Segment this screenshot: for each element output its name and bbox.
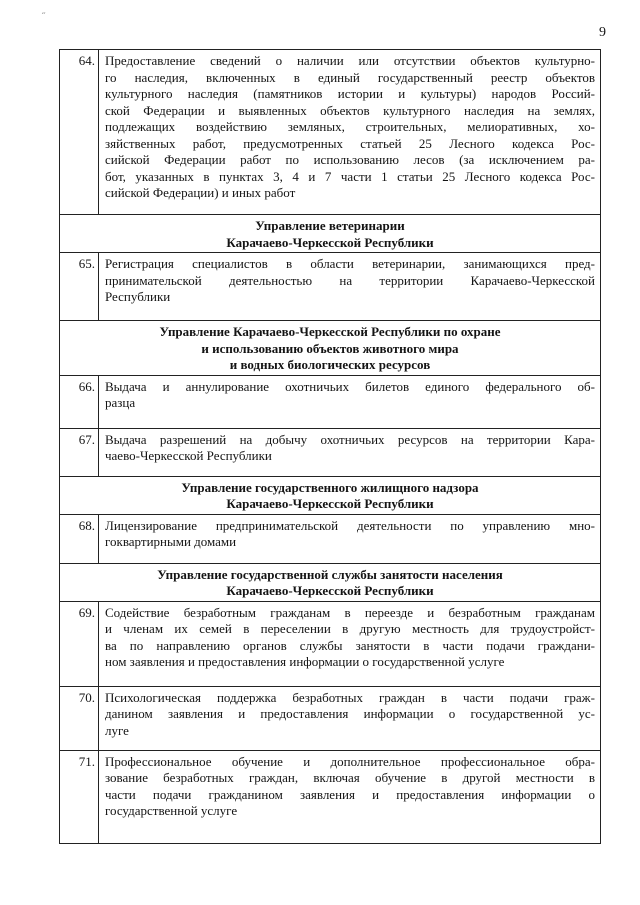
service-number: 68.	[60, 514, 99, 563]
service-row	[60, 375, 601, 428]
service-description-line: сийской Федерации) и иных работ	[105, 185, 296, 200]
section-header-row	[60, 563, 601, 601]
section-header-row	[60, 476, 601, 514]
section-header-line: и водных биологических ресурсов	[229, 357, 431, 372]
service-description	[99, 750, 601, 843]
service-description-line: зование безработных граждан, включая обучение в другой местности в	[105, 770, 595, 785]
section-header	[60, 476, 601, 514]
section-header-line: Карачаево-Черкесской Республики	[226, 234, 434, 250]
service-description	[99, 601, 601, 686]
service-description	[99, 514, 601, 563]
service-number: 67.	[60, 428, 99, 476]
service-row	[60, 428, 601, 476]
section-header-line: Карачаево-Черкесской Республики	[226, 496, 434, 511]
service-description	[99, 428, 601, 476]
section-header-line: Управление Карачаево-Черкесской Республики по охране	[159, 324, 501, 339]
services-table	[59, 49, 601, 844]
service-description-line: Профессиональное обучение и дополнительное профессиональное обра-	[105, 753, 595, 769]
service-description	[99, 253, 601, 321]
service-description-line: Предоставление сведений о наличии или отсутствии объектов культурно-	[105, 53, 595, 68]
service-description-line: подлежащих воздействию земляных, строительных, мелиоративных, хо-	[105, 119, 595, 134]
service-row	[60, 750, 601, 843]
service-row	[60, 601, 601, 686]
section-header-line: и использованию объектов животного мира	[201, 340, 459, 356]
service-description	[99, 375, 601, 428]
service-description	[99, 686, 601, 750]
section-header-line: Управление государственного жилищного надзора	[181, 479, 479, 495]
service-description-line: государственной услуге	[105, 803, 238, 818]
service-number: 65.	[60, 253, 99, 321]
section-header	[60, 563, 601, 601]
service-row	[60, 50, 601, 215]
service-number: 66.	[60, 375, 99, 428]
service-number: 71.	[60, 750, 99, 843]
service-description-line: части подачи гражданином заявления и предоставления информации о	[105, 786, 595, 802]
section-header-line: Карачаево-Черкесской Республики	[226, 583, 434, 598]
service-description-line: Выдача и аннулирование охотничьих билетов единого федерального об-	[105, 378, 595, 394]
service-description-line: чаево-Черкесской Республики	[105, 448, 272, 463]
service-row	[60, 514, 601, 563]
section-header-row	[60, 321, 601, 376]
service-description-line: сийской Федерации работ по использованию лесов (за исключением ра-	[105, 152, 595, 167]
corner-mark: ˝	[42, 12, 46, 23]
service-number: 70.	[60, 686, 99, 750]
service-description-line: Психологическая поддержка безработных граждан в части подачи граж-	[105, 689, 595, 705]
page-number: 9	[599, 25, 606, 40]
service-number: 69.	[60, 601, 99, 686]
service-description-line: ской Федерации и выявленных объектов культурного наследия на землях,	[105, 102, 595, 118]
service-description-line: го наследия, включенных в единый государственный реестр объектов	[105, 69, 595, 85]
service-description-line: принимательской деятельностью на территории Карачаево-Черкесской	[105, 272, 595, 288]
section-header	[60, 321, 601, 376]
service-description-line: Выдача разрешений на добычу охотничьих ресурсов на территории Кара-	[105, 431, 595, 447]
service-description-line: ва по направлению органов службы занятости в части подачи граждани-	[105, 637, 595, 653]
service-description-line: зяйственных работ, предусмотренных статьей 25 Лесного кодекса Рос-	[105, 135, 595, 151]
section-header-line: Управление государственной службы занятости населения	[157, 566, 503, 582]
section-header	[60, 215, 601, 253]
service-description-line: Содействие безработным гражданам в переезде и безработным гражданам	[105, 604, 595, 620]
service-description-line: и членам их семей в переселении в другую местность для трудоустройст-	[105, 621, 595, 636]
service-description	[99, 50, 601, 215]
service-description-line: гоквартирными домами	[105, 534, 237, 549]
service-description-line: культурного наследия (памятников истории и культуры) народов Россий-	[105, 86, 595, 101]
service-description-line: Республики	[105, 289, 171, 304]
section-header-line: Управление ветеринарии	[255, 218, 405, 233]
section-header-row	[60, 215, 601, 253]
service-description-line: ном заявления и предоставления информации о государственной услуге	[105, 654, 505, 669]
service-description-line: разца	[105, 395, 136, 410]
service-description-line: данином заявления и предоставления информации о государственной ус-	[105, 706, 595, 721]
service-row	[60, 686, 601, 750]
service-description-line: бот, указанных в пунктах 3, 4 и 7 части 1 статьи 25 Лесного кодекса Рос-	[105, 168, 595, 184]
service-description-line: луге	[105, 722, 129, 738]
service-description-line: Регистрация специалистов в области ветеринарии, занимающихся пред-	[105, 256, 595, 271]
service-description-line: Лицензирование предпринимательской деятельности по управлению мно-	[105, 517, 595, 533]
service-row	[60, 253, 601, 321]
service-number: 64.	[60, 50, 99, 215]
